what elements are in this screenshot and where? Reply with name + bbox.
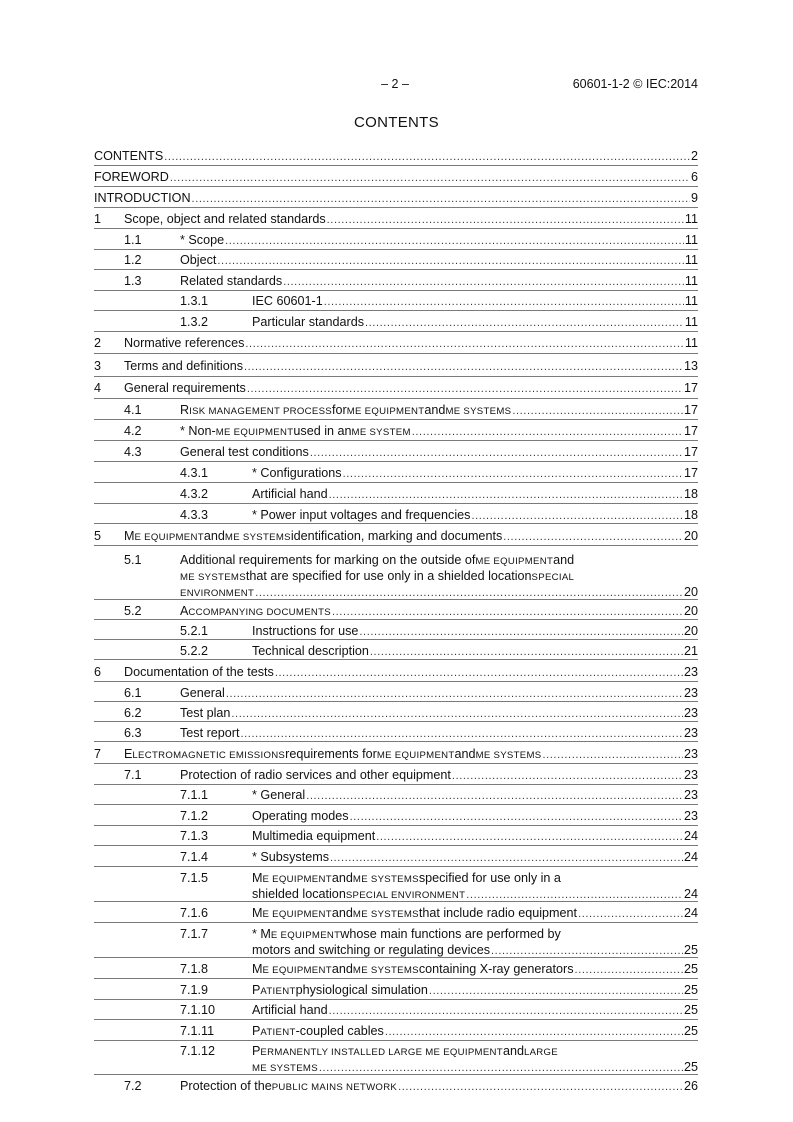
toc-entry-title: General test conditions bbox=[180, 445, 309, 459]
toc-entry[interactable] bbox=[94, 784, 698, 805]
toc-entry-page: 25 bbox=[683, 1003, 698, 1018]
toc-entry-page: 11 bbox=[684, 232, 698, 247]
toc-entry-page: 11 bbox=[684, 253, 698, 268]
toc-entry-title: for bbox=[332, 403, 347, 417]
toc-entry-page: 11 bbox=[684, 212, 698, 226]
toc-entry-title: M bbox=[252, 961, 263, 976]
toc-entry-title: and bbox=[502, 1044, 524, 1058]
dot-leader bbox=[327, 213, 684, 227]
dot-leader bbox=[398, 1080, 683, 1094]
toc-entry[interactable] bbox=[94, 825, 698, 846]
dot-leader bbox=[343, 467, 683, 481]
toc-entry-title: requirements for bbox=[285, 746, 377, 761]
toc-entry-title: ME EQUIPMENT bbox=[475, 555, 554, 567]
toc-entry[interactable] bbox=[94, 249, 698, 270]
toc-entry-title: Artificial hand bbox=[252, 487, 328, 501]
dot-leader bbox=[330, 851, 683, 865]
toc-entry-title: ME SYSTEMS bbox=[352, 873, 419, 885]
dot-leader bbox=[329, 488, 683, 502]
toc-entry-title: M bbox=[252, 905, 263, 920]
dot-leader bbox=[247, 382, 683, 396]
toc-entry-title: Terms and definitions bbox=[124, 358, 244, 373]
toc-entry-number: 1.3.1 bbox=[180, 294, 209, 309]
toc-entry[interactable] bbox=[94, 310, 698, 331]
dot-leader bbox=[471, 509, 683, 523]
toc-entry-page: 25 bbox=[683, 961, 698, 976]
toc-entry-page: 11 bbox=[684, 294, 698, 309]
toc-entry-number: 7.1.4 bbox=[180, 849, 209, 864]
toc-entry-title: and bbox=[331, 961, 353, 976]
toc-entry-title: E EQUIPMENT bbox=[262, 964, 332, 976]
toc-entry-title: Object bbox=[180, 253, 217, 268]
toc-entry-title: E EQUIPMENT bbox=[270, 929, 341, 941]
toc-entry-title: and bbox=[331, 905, 353, 920]
dot-leader bbox=[385, 1025, 683, 1039]
dot-leader bbox=[370, 645, 683, 659]
toc-entry-number: 1.3 bbox=[124, 273, 142, 288]
dot-leader bbox=[164, 150, 690, 164]
dot-leader bbox=[324, 295, 684, 309]
toc-entry[interactable] bbox=[94, 681, 698, 701]
toc-entry-title: A bbox=[180, 603, 189, 618]
dot-leader bbox=[226, 687, 683, 701]
toc-entry-page: 25 bbox=[683, 942, 698, 957]
toc-entry-number: 7.1.3 bbox=[180, 829, 209, 844]
toc-entry-number: 5 bbox=[94, 528, 102, 543]
toc-entry[interactable] bbox=[94, 207, 698, 228]
toc-entry-page: 11 bbox=[684, 336, 698, 351]
toc-entry[interactable] bbox=[94, 1074, 698, 1095]
toc-entry-page: 17 bbox=[683, 445, 698, 459]
toc-entry-title: ENVIRONMENT bbox=[180, 587, 255, 599]
toc-entry-title: LECTROMAGNETIC EMISSIONS bbox=[132, 749, 286, 761]
toc-entry-page: 23 bbox=[683, 705, 698, 720]
toc-entry[interactable] bbox=[94, 804, 698, 825]
toc-entry[interactable] bbox=[94, 619, 698, 639]
toc-entry-title: P bbox=[252, 1044, 261, 1058]
toc-entry-number: 6.3 bbox=[124, 725, 142, 740]
toc-entry-title: * Subsystems bbox=[252, 849, 329, 864]
toc-entry[interactable] bbox=[94, 269, 698, 290]
toc-entry-title: Documentation of the tests bbox=[124, 664, 274, 679]
toc-entry[interactable] bbox=[94, 398, 698, 419]
dot-leader bbox=[192, 192, 690, 206]
toc-entry-page: 24 bbox=[683, 849, 698, 864]
toc-entry-title: CONTENTS bbox=[94, 149, 164, 163]
toc-entry-title: ME SYSTEMS bbox=[180, 571, 246, 583]
toc-entry-title: * Scope bbox=[180, 232, 225, 247]
dot-leader bbox=[241, 727, 683, 741]
toc-entry-number: 7 bbox=[94, 746, 102, 761]
toc-entry-title: E EQUIPMENT bbox=[262, 908, 332, 920]
toc-entry-page: 21 bbox=[683, 643, 698, 658]
toc-entry[interactable] bbox=[94, 639, 698, 659]
toc-entry-title: Operating modes bbox=[252, 808, 349, 823]
toc-entry[interactable] bbox=[94, 186, 698, 207]
toc-entry-title: FOREWORD bbox=[94, 170, 169, 184]
toc-entry-page: 18 bbox=[683, 507, 698, 522]
toc-entry-page: 20 bbox=[683, 623, 698, 638]
toc-entry-number: 2 bbox=[94, 336, 102, 351]
toc-entry-title: whose main functions are performed by bbox=[340, 926, 561, 941]
toc-entry-title: ME SYSTEMS bbox=[252, 1063, 318, 1074]
toc-entry-title: * Configurations bbox=[252, 466, 342, 480]
toc-entry[interactable] bbox=[94, 331, 698, 354]
toc-entry-number: 4.3.3 bbox=[180, 507, 209, 522]
toc-entry-page: 17 bbox=[683, 424, 698, 438]
toc-entry-title: ATIENT bbox=[260, 1026, 296, 1038]
toc-entry-number: 1 bbox=[94, 212, 102, 226]
toc-entry-title: M bbox=[124, 528, 135, 543]
toc-entry[interactable] bbox=[94, 763, 698, 784]
toc-entry-title: ME EQUIPMENT bbox=[215, 427, 294, 438]
toc-entry-page: 24 bbox=[683, 829, 698, 844]
toc-entry-title: P bbox=[252, 1023, 261, 1038]
toc-entry-page: 20 bbox=[683, 584, 698, 599]
toc-entry-title: and bbox=[553, 552, 575, 567]
toc-entry[interactable] bbox=[94, 503, 698, 523]
toc-entry-title: Scope, object and related standards bbox=[124, 212, 326, 226]
toc-entry-number: 7.2 bbox=[124, 1078, 142, 1093]
toc-entry-title: R bbox=[180, 403, 190, 417]
toc-entry-title: General bbox=[180, 685, 225, 700]
toc-entry[interactable] bbox=[94, 845, 698, 866]
toc-entry[interactable] bbox=[94, 440, 698, 461]
toc-entry-title: SPECIAL ENVIRONMENT bbox=[345, 889, 466, 901]
toc-entry[interactable] bbox=[94, 922, 698, 957]
toc-entry-title: ME SYSTEMS bbox=[352, 908, 419, 920]
toc-entry-number: 6.2 bbox=[124, 705, 142, 720]
toc-entry-number: 7.1.5 bbox=[180, 870, 209, 885]
toc-entry-title: and bbox=[424, 403, 446, 417]
toc-entry[interactable] bbox=[94, 1019, 698, 1040]
toc-entry-title: Multimedia equipment bbox=[252, 829, 376, 844]
dot-leader bbox=[217, 254, 684, 268]
toc-entry-title: used in an bbox=[293, 424, 352, 438]
toc-entry[interactable] bbox=[94, 659, 698, 681]
toc-entry-number: 1.2 bbox=[124, 253, 142, 268]
toc-entry-page: 17 bbox=[683, 403, 698, 417]
toc-entry-title: that include radio equipment bbox=[418, 905, 578, 920]
dot-leader bbox=[429, 984, 683, 998]
dot-leader bbox=[283, 275, 684, 289]
toc-entry-title: Test plan bbox=[180, 705, 231, 720]
toc-entry-page: 24 bbox=[683, 886, 698, 901]
toc-entry-page: 9 bbox=[690, 191, 698, 205]
toc-entry-title: and bbox=[331, 870, 353, 885]
toc-entry-title: that are specified for use only in a shielded location bbox=[245, 568, 532, 583]
toc-entry-title: M bbox=[252, 870, 263, 885]
toc-entry-number: 7.1.1 bbox=[180, 788, 209, 803]
toc-entry-number: 5.2 bbox=[124, 603, 142, 618]
toc-entry-title: INTRODUCTION bbox=[94, 191, 191, 205]
toc-entry-page: 25 bbox=[683, 1023, 698, 1038]
toc-entry-number: 7.1.7 bbox=[180, 926, 209, 941]
toc-entry[interactable] bbox=[94, 599, 698, 619]
toc-entry-title: Additional requirements for marking on the outside of bbox=[180, 552, 476, 567]
toc-entry-title: shielded location bbox=[252, 886, 346, 901]
standard-reference: 60601-1-2 © IEC:2014 bbox=[572, 77, 698, 91]
toc-entry[interactable] bbox=[94, 1040, 698, 1074]
toc-entry-title: E EQUIPMENT bbox=[262, 873, 332, 885]
toc-entry-number: 7.1 bbox=[124, 767, 142, 782]
toc-entry-page: 25 bbox=[683, 982, 698, 997]
dot-leader bbox=[365, 316, 684, 330]
toc-entry-title: Protection of radio services and other equipment bbox=[180, 767, 451, 782]
toc-entry-number: 3 bbox=[94, 358, 102, 373]
toc-entry[interactable] bbox=[94, 376, 698, 399]
toc-entry-number: 4.1 bbox=[124, 403, 142, 417]
toc-entry-number: 7.1.8 bbox=[180, 961, 209, 976]
dot-leader bbox=[310, 446, 683, 460]
toc-entry-title: ME SYSTEMS bbox=[475, 749, 542, 761]
toc-entry[interactable] bbox=[94, 545, 698, 599]
toc-entry[interactable] bbox=[94, 145, 698, 165]
toc-entry-number: 4 bbox=[94, 381, 102, 396]
toc-entry-title: * M bbox=[252, 926, 271, 941]
toc-entry-title: -coupled cables bbox=[295, 1023, 384, 1038]
toc-entry-page: 17 bbox=[683, 381, 698, 396]
toc-entry-title: ME SYSTEMS bbox=[224, 531, 291, 543]
toc-entry-title: Normative references bbox=[124, 336, 245, 351]
toc-entry-title: * General bbox=[252, 788, 306, 803]
toc-entry-title: and bbox=[454, 746, 476, 761]
toc-entry-number: 7.1.9 bbox=[180, 982, 209, 997]
toc-entry-page: 11 bbox=[684, 314, 698, 329]
toc-entry-number: 1.1 bbox=[124, 232, 142, 247]
dot-leader bbox=[376, 830, 683, 844]
toc-entry[interactable] bbox=[94, 999, 698, 1020]
page-number: – 2 – bbox=[381, 77, 409, 91]
toc-entry[interactable] bbox=[94, 701, 698, 721]
toc-entry-number: 5.2.2 bbox=[180, 643, 209, 658]
toc-entry-title: Related standards bbox=[180, 273, 283, 288]
toc-entry-number: 7.1.12 bbox=[180, 1044, 216, 1058]
toc-entry-title: LARGE bbox=[523, 1047, 558, 1058]
toc-entry-title: PUBLIC MAINS NETWORK bbox=[271, 1081, 398, 1093]
toc-entry-number: 4.3.2 bbox=[180, 487, 209, 501]
toc-entry-title: ERMANENTLY INSTALLED LARGE ME EQUIPMENT bbox=[260, 1047, 503, 1058]
dot-leader bbox=[578, 907, 683, 921]
toc-entry-number: 4.3 bbox=[124, 445, 142, 459]
toc-entry-title: ATIENT bbox=[260, 985, 296, 997]
dot-leader bbox=[359, 625, 683, 639]
toc-entry-number: 7.1.2 bbox=[180, 808, 209, 823]
toc-entry-page: 20 bbox=[683, 603, 698, 618]
toc-entry-page: 23 bbox=[683, 685, 698, 700]
toc-entry[interactable] bbox=[94, 523, 698, 545]
toc-entry-title: and bbox=[203, 528, 225, 543]
toc-entry-page: 18 bbox=[683, 487, 698, 501]
toc-entry[interactable] bbox=[94, 482, 698, 503]
toc-entry-number: 6.1 bbox=[124, 685, 142, 700]
toc-entry-title: ME SYSTEMS bbox=[445, 406, 512, 417]
dot-leader bbox=[575, 963, 683, 977]
dot-leader bbox=[512, 404, 683, 418]
toc-entry[interactable] bbox=[94, 741, 698, 763]
toc-entry-page: 20 bbox=[683, 528, 698, 543]
toc-entry-title: identification, marking and documents bbox=[290, 528, 503, 543]
toc-entry-page: 11 bbox=[684, 273, 698, 288]
toc-entry-title: * Power input voltages and frequencies bbox=[252, 507, 471, 522]
toc-entry[interactable] bbox=[94, 165, 698, 186]
dot-leader bbox=[332, 605, 683, 619]
toc-entry-title: SPECIAL bbox=[531, 571, 575, 583]
dot-leader bbox=[466, 888, 683, 902]
toc-entry-page: 2 bbox=[690, 149, 698, 163]
dot-leader bbox=[275, 666, 683, 680]
toc-entry-title: IEC 60601-1 bbox=[252, 294, 323, 309]
toc-entry-number: 4.3.1 bbox=[180, 466, 209, 480]
toc-entry-title: motors and switching or regulating devices bbox=[252, 942, 491, 957]
toc-entry-number: 5.2.1 bbox=[180, 623, 209, 638]
toc-entry[interactable] bbox=[94, 978, 698, 999]
toc-entry-number: 1.3.2 bbox=[180, 314, 209, 329]
toc-entry-page: 23 bbox=[683, 788, 698, 803]
toc-entry-title: Protection of the bbox=[180, 1078, 272, 1093]
dot-leader bbox=[231, 707, 683, 721]
dot-leader bbox=[170, 171, 690, 185]
toc-entry-title: P bbox=[252, 982, 261, 997]
toc-entry-title: ME EQUIPMENT bbox=[346, 406, 425, 417]
dot-leader bbox=[503, 530, 683, 544]
toc-entry-title: Instructions for use bbox=[252, 623, 359, 638]
toc-entry-title: E bbox=[124, 746, 133, 761]
toc-entry-title: ME SYSTEM bbox=[351, 427, 411, 438]
toc-entry-page: 23 bbox=[683, 664, 698, 679]
table-of-contents bbox=[94, 145, 698, 1095]
toc-entry-title: Artificial hand bbox=[252, 1003, 328, 1018]
toc-entry[interactable] bbox=[94, 353, 698, 376]
dot-leader bbox=[245, 337, 684, 351]
toc-entry[interactable] bbox=[94, 419, 698, 440]
toc-entry-page: 17 bbox=[683, 466, 698, 480]
page-title: CONTENTS bbox=[354, 114, 439, 131]
toc-entry[interactable] bbox=[94, 228, 698, 249]
dot-leader bbox=[350, 810, 683, 824]
toc-entry-title: Test report bbox=[180, 725, 240, 740]
dot-leader bbox=[306, 789, 683, 803]
dot-leader bbox=[329, 1004, 683, 1018]
toc-entry-number: 7.1.6 bbox=[180, 905, 209, 920]
toc-entry-page: 24 bbox=[683, 905, 698, 920]
toc-entry[interactable] bbox=[94, 461, 698, 482]
toc-entry-page: 6 bbox=[690, 170, 698, 184]
toc-entry-title: Particular standards bbox=[252, 314, 364, 329]
dot-leader bbox=[412, 425, 683, 439]
dot-leader bbox=[225, 234, 684, 248]
toc-entry-number: 4.2 bbox=[124, 424, 142, 438]
toc-entry-title: containing X-ray generators bbox=[418, 961, 574, 976]
toc-entry[interactable] bbox=[94, 866, 698, 901]
dot-leader bbox=[255, 586, 683, 600]
toc-entry-number: 6 bbox=[94, 664, 102, 679]
toc-entry[interactable] bbox=[94, 290, 698, 311]
toc-entry-title: ME EQUIPMENT bbox=[376, 749, 455, 761]
toc-entry[interactable] bbox=[94, 957, 698, 978]
toc-entry-title: ME SYSTEMS bbox=[352, 964, 419, 976]
toc-entry-number: 7.1.10 bbox=[180, 1003, 216, 1018]
toc-entry-title: CCOMPANYING DOCUMENTS bbox=[188, 606, 331, 618]
toc-entry[interactable] bbox=[94, 901, 698, 922]
toc-entry-page: 23 bbox=[683, 808, 698, 823]
dot-leader bbox=[491, 944, 683, 958]
toc-entry-title: Technical description bbox=[252, 643, 369, 658]
toc-entry-title: E EQUIPMENT bbox=[134, 531, 204, 543]
toc-entry-page: 23 bbox=[683, 767, 698, 782]
toc-entry-title: physiological simulation bbox=[295, 982, 428, 997]
toc-entry-number: 7.1.11 bbox=[180, 1023, 215, 1038]
dot-leader bbox=[244, 360, 683, 374]
toc-entry[interactable] bbox=[94, 721, 698, 741]
toc-entry-page: 23 bbox=[683, 746, 698, 761]
toc-entry-page: 13 bbox=[683, 358, 698, 373]
toc-entry-page: 26 bbox=[683, 1078, 698, 1093]
toc-entry-title: ISK MANAGEMENT PROCESS bbox=[189, 406, 333, 417]
toc-entry-number: 5.1 bbox=[124, 552, 142, 567]
dot-leader bbox=[542, 748, 683, 762]
toc-entry-title: * Non- bbox=[180, 424, 216, 438]
toc-entry-title: General requirements bbox=[124, 381, 246, 396]
toc-entry-page: 23 bbox=[683, 725, 698, 740]
toc-entry-title: specified for use only in a bbox=[418, 870, 561, 885]
toc-entry-page: 25 bbox=[683, 1060, 698, 1074]
dot-leader bbox=[452, 769, 683, 783]
